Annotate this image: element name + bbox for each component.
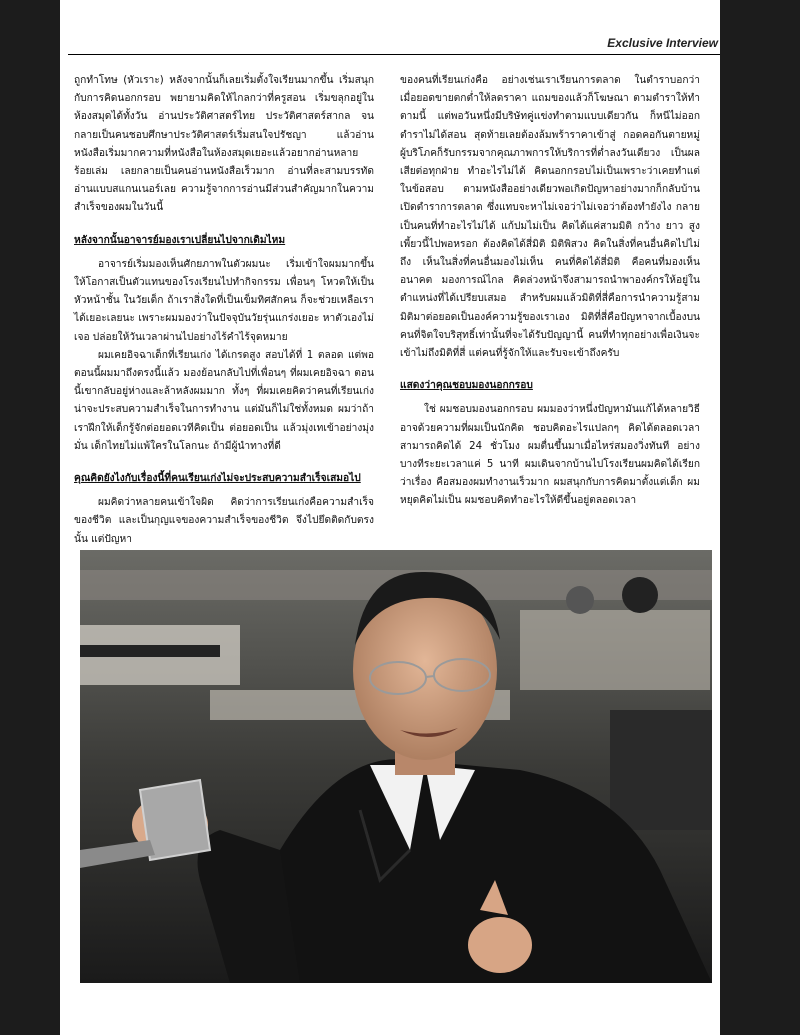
- magazine-page: [60, 0, 720, 1035]
- answer-paragraph-4: ใช่ ผมชอบมองนอกกรอบ ผมมองว่าหนึ่งปัญหามันแก้ได้หลายวิธี อาจด้วยความที่ผมเป็นนักคิด ชอบคิดอะไรแปลกๆ คิดได้ตลอดเวลา สามารถคิดได้ 24 ชั่วโมง ผมตื่นขึ้นมาเมื่อไหร่สมองวิ่งทันที อย่างบางทีระยะเวลาแค่ 5 นาที ผมเดินจากบ้านไปโรงเรียนผมคิดได้เรียกว่าเรื่อง คือสมองผมทำงานเร็วมาก ผมสนุกกับการคิดมาตั้งแต่เด็ก ผมหยุดคิดไม่เป็น ผมชอบคิดทำอะไรให้ดีขึ้นอยู่ตลอดเวลา: [400, 404, 700, 507]
- right-column: [400, 72, 700, 511]
- left-column: [74, 72, 374, 549]
- section-title: Exclusive Interview: [607, 36, 718, 50]
- intro-paragraph: ถูกทำโทษ (หัวเราะ) หลังจากนั้นก็เลยเริ่มตั้งใจเรียนมากขึ้น เริ่มสนุกกับการคิดนอกกรอบ พยายามคิดให้ไกลกว่าที่ครูสอน เริ่มขลุกอยู่ในห้องสมุดได้ทั้งวัน อ่านประวัติศาสตร์ไทย ประวัติศาสตร์สากล จนกลายเป็นคนชอบศึกษาประวัติศาสตร์เริ่มสนใจปรัชญา แล้วอ่านหนังสือเริ่มมากความที่หนังสือในห้องสมุดเยอะแล้วอยากอ่านหลายร้อยเล่ม เลยกลายเป็นคนอ่านหนังสือเร็วมาก อ่านที่ละสามบรรทัด อ่านแบบสแกนเนอร์เลย ความรู้จากการอ่านมีส่วนสำคัญมากในความสำเร็จของผมในวันนี้: [74, 75, 374, 214]
- question-heading-2: คุณคิดยังไงกับเรื่องนี้ที่คนเรียนเก่งไม่จะประสบความสำเร็จเสมอไป: [74, 473, 361, 485]
- photo-illustration: [80, 550, 712, 983]
- interview-photo: [80, 550, 712, 983]
- page-header: [68, 34, 720, 55]
- question-heading-3: แสดงว่าคุณชอบมองนอกกรอบ: [400, 380, 533, 392]
- answer-paragraph-1: อาจารย์เริ่มมองเห็นศักยภาพในตัวผมนะ เริ่มเข้าใจผมมากขึ้น ให้โอกาสเป็นตัวแทนของโรงเรียนไปทำกิจกรรม เพื่อนๆ โหวตให้เป็นหัวหน้าชั้น ในวัยเด็ก ถ้าเราสิ่งใดที่เป็นเข็มทิศสักคน ก็จะช่วยเหลือเราได้เยอะเลยนะ เพราะผมมองว่าในปัจจุบันวัยรุ่นแกร่งเยอะ หาตัวเองไม่เจอ ปล่อยให้วันเวลาผ่านไปอย่างไร้คำไร้จุดหมาย: [74, 258, 374, 343]
- answer-paragraph-3: ผมคิดว่าหลายคนเข้าใจผิด คิดว่าการเรียนเก่งคือความสำเร็จของชีวิต และเป็นกุญแจของความสำเร็จของชีวิต จึงไปยึดติดกับตรงนั้น แต่ปัญหา: [74, 497, 374, 545]
- continued-paragraph: ของคนที่เรียนเก่งคือ อย่างเช่นเราเรียนการตลาด ในตำราบอกว่า เมื่อยอดขายตกต่ำให้ลดราคา แถมของแล้วก็โฆษณา ตามตำราให้ทำตามนี้ แต่พอวันหนึ่งมีบริษัทคู่แข่งทำตามแบบเดียวกัน ก็หนีไม่ออก ตำราไม่ได้สอน สุดท้ายเลยต้องล้มพร้าราคาเข้าสู่ กอดคอกันตายหมู่ ผู้บริโภคก็รับกรรมจากคุณภาพการให้บริการที่ต่ำลงวันเดียวง เป็นผลเสียต่อทุกฝ่าย ทำอะไรไม่ได้ คิดนอกกรอบไม่เป็นเพราะว่าเคยทำแต่ในข้อสอบ ตามหนังสืออย่างเดียวพอเกิดปัญหาอย่างมากก็กลับบ้านเปิดตำราการตลาด ซึ่งแทบจะหาไม่เจอว่าไม่เจอว่าต้องทำยังไง กลายเป็นคนที่ทำอะไรไม่ได้ แก้ปมไม่เป็น คิดได้แค่สามมิติ กว้าง ยาว สูง เพี้ยวนี้ไปพอหรอก ต้องคิดได้สี่มิติ มิติพิสวง คิดในสิ่งที่คนอื่นคิดไปไม่ถึง เห็นในสิ่งที่คนอื่นมองไม่เห็น คนที่คิดได้สี่มิติ คือคนที่มองเห็นอนาคต มองการณ์ไกล คิดล่วงหน้าจึงสามารถนำพาองค์กรให้อยู่ในตำแหน่งที่ได้เปรียบเสมอ สำหรับผมแล้วมิติที่สี่คือการนำความรู้สามมิติมาต่อยอดเป็นองค์ความรู้ของเราเอง มิติที่สี่คือปัญหาจากเบื้องบน คนที่จิตใจบริสุทธิ์เท่านั้นที่จะได้รับปัญญานี้ คนที่ทำทุกอย่างเพื่อเงินจะเข้าไม่ถึงมิติที่สี่ แต่คนที่รู้จักให้และรับจะเข้าถึงครับ: [400, 75, 700, 360]
- answer-paragraph-2: ผมเคยอิจฉาเด็กที่เรียนเก่ง ได้เกรดสูง สอบได้ที่ 1 ตลอด แต่พอตอนนี้ผมมาถึงตรงนี้แล้ว มองย้อนกลับไปที่เพื่อนๆ ที่ผมเคยอิจฉา ตอนนี้เขากลับอยู่ห่างและล้าหลังผมมาก ทั้งๆ ที่ผมเคยคิดว่าคนที่เรียนเก่งน่าจะประสบความสำเร็จในการทำงาน แต่มันก็ไม่ใช่ทั้งหมด ผมว่าถ้าเราฝึกให้เด็กรู้จักต่อยอดเวทีคิดเป็น ต่อยอดเป็น แล้วมุ่งเทเข้าอย่างมุ่งมั่น เด็กไทยไม่แพ้ใครในโลกนะ ถ้ามีผู้นำทางที่ดี: [74, 349, 374, 452]
- question-heading-1: หลังจากนั้นอาจารย์มองเราเปลี่ยนไปจากเดิมไหม: [74, 234, 286, 246]
